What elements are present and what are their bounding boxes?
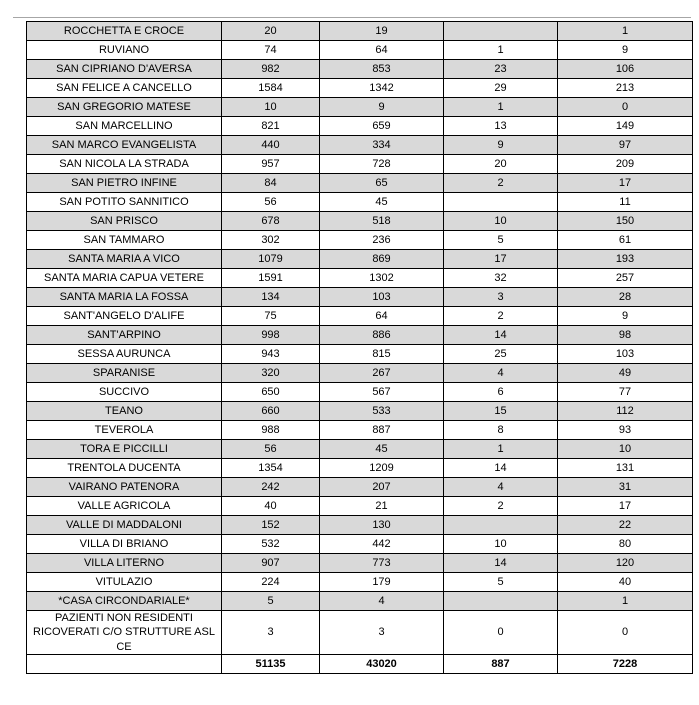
- table-row: [27, 654, 693, 673]
- value-cell-3: 14: [444, 459, 558, 478]
- municipality-name-cell: SAN POTITO SANNITICO: [27, 193, 222, 212]
- value-cell-2: 1302: [320, 269, 444, 288]
- value-cell-1: 907: [222, 554, 320, 573]
- municipality-name-cell: *CASA CIRCONDARIALE*: [27, 592, 222, 611]
- value-cell-3: 14: [444, 554, 558, 573]
- value-cell-3: 3: [444, 288, 558, 307]
- value-cell-3: 1: [444, 440, 558, 459]
- table-row: [27, 364, 693, 383]
- table-row: [27, 516, 693, 535]
- table-row: [27, 440, 693, 459]
- municipality-name-cell: SANTA MARIA LA FOSSA: [27, 288, 222, 307]
- table-row: [27, 611, 693, 655]
- value-cell-1: 982: [222, 60, 320, 79]
- value-cell-3: 20: [444, 155, 558, 174]
- value-cell-2: 236: [320, 231, 444, 250]
- table-row: [27, 288, 693, 307]
- value-cell-4: 257: [558, 269, 693, 288]
- table-row: [27, 535, 693, 554]
- value-cell-4: 131: [558, 459, 693, 478]
- value-cell-3: [444, 22, 558, 41]
- value-cell-2: 179: [320, 573, 444, 592]
- value-cell-2: 267: [320, 364, 444, 383]
- municipality-name-cell: TRENTOLA DUCENTA: [27, 459, 222, 478]
- value-cell-1: 134: [222, 288, 320, 307]
- value-cell-4: 149: [558, 117, 693, 136]
- value-cell-3: 2: [444, 307, 558, 326]
- value-cell-3: 15: [444, 402, 558, 421]
- value-cell-4: 22: [558, 516, 693, 535]
- value-cell-1: 51135: [222, 654, 320, 673]
- value-cell-2: 853: [320, 60, 444, 79]
- municipality-name-cell: SAN PIETRO INFINE: [27, 174, 222, 193]
- value-cell-3: 1: [444, 41, 558, 60]
- table-row: [27, 60, 693, 79]
- value-cell-3: 8: [444, 421, 558, 440]
- value-cell-4: 9: [558, 41, 693, 60]
- value-cell-3: [444, 193, 558, 212]
- table-row: [27, 307, 693, 326]
- value-cell-2: 130: [320, 516, 444, 535]
- table-row: [27, 231, 693, 250]
- table-row: [27, 212, 693, 231]
- value-cell-2: 4: [320, 592, 444, 611]
- value-cell-3: [444, 592, 558, 611]
- value-cell-4: 1: [558, 592, 693, 611]
- table-row: [27, 554, 693, 573]
- value-cell-3: 5: [444, 231, 558, 250]
- value-cell-4: 193: [558, 250, 693, 269]
- value-cell-1: 943: [222, 345, 320, 364]
- value-cell-1: 1354: [222, 459, 320, 478]
- municipality-name-cell: SANTA MARIA A VICO: [27, 250, 222, 269]
- value-cell-3: 14: [444, 326, 558, 345]
- table-row: [27, 459, 693, 478]
- municipality-name-cell: SANT'ARPINO: [27, 326, 222, 345]
- table-row: [27, 41, 693, 60]
- value-cell-3: 2: [444, 497, 558, 516]
- value-cell-1: 3: [222, 611, 320, 655]
- value-cell-2: 45: [320, 440, 444, 459]
- value-cell-2: 1342: [320, 79, 444, 98]
- value-cell-2: 65: [320, 174, 444, 193]
- table-row: [27, 573, 693, 592]
- value-cell-3: 1: [444, 98, 558, 117]
- table-row: [27, 98, 693, 117]
- value-cell-2: 19: [320, 22, 444, 41]
- municipality-name-cell: SANTA MARIA CAPUA VETERE: [27, 269, 222, 288]
- value-cell-3: 17: [444, 250, 558, 269]
- value-cell-3: 4: [444, 478, 558, 497]
- value-cell-2: 869: [320, 250, 444, 269]
- table-row: [27, 174, 693, 193]
- value-cell-4: 209: [558, 155, 693, 174]
- table-row: [27, 421, 693, 440]
- municipality-name-cell: VILLA LITERNO: [27, 554, 222, 573]
- value-cell-1: 532: [222, 535, 320, 554]
- value-cell-4: 61: [558, 231, 693, 250]
- table-row: [27, 117, 693, 136]
- municipality-name-cell: SAN MARCO EVANGELISTA: [27, 136, 222, 155]
- value-cell-2: 659: [320, 117, 444, 136]
- value-cell-4: 1: [558, 22, 693, 41]
- value-cell-2: 9: [320, 98, 444, 117]
- value-cell-4: 77: [558, 383, 693, 402]
- value-cell-4: 93: [558, 421, 693, 440]
- municipality-name-cell: SAN PRISCO: [27, 212, 222, 231]
- value-cell-3: 887: [444, 654, 558, 673]
- value-cell-1: 56: [222, 440, 320, 459]
- value-cell-2: 442: [320, 535, 444, 554]
- table-row: [27, 193, 693, 212]
- municipality-name-cell: SAN FELICE A CANCELLO: [27, 79, 222, 98]
- municipality-name-cell: VAIRANO PATENORA: [27, 478, 222, 497]
- value-cell-2: 64: [320, 41, 444, 60]
- municipality-name-cell: SAN TAMMARO: [27, 231, 222, 250]
- municipality-name-cell: SESSA AURUNCA: [27, 345, 222, 364]
- table-body: [27, 22, 693, 674]
- value-cell-3: 29: [444, 79, 558, 98]
- value-cell-2: 533: [320, 402, 444, 421]
- table-row: [27, 250, 693, 269]
- table-row: [27, 79, 693, 98]
- value-cell-4: 7228: [558, 654, 693, 673]
- value-cell-1: 440: [222, 136, 320, 155]
- municipality-name-cell: SANT'ANGELO D'ALIFE: [27, 307, 222, 326]
- value-cell-4: 80: [558, 535, 693, 554]
- value-cell-2: 3: [320, 611, 444, 655]
- municipality-name-cell: SAN MARCELLINO: [27, 117, 222, 136]
- table-row: [27, 383, 693, 402]
- value-cell-4: 10: [558, 440, 693, 459]
- value-cell-3: 0: [444, 611, 558, 655]
- value-cell-4: 103: [558, 345, 693, 364]
- municipality-name-cell: TEANO: [27, 402, 222, 421]
- value-cell-3: 13: [444, 117, 558, 136]
- value-cell-2: 887: [320, 421, 444, 440]
- municipality-name-cell: VALLE DI MADDALONI: [27, 516, 222, 535]
- value-cell-1: 320: [222, 364, 320, 383]
- value-cell-1: 998: [222, 326, 320, 345]
- municipality-data-table: [26, 21, 693, 674]
- value-cell-3: [444, 516, 558, 535]
- value-cell-2: 518: [320, 212, 444, 231]
- value-cell-1: 988: [222, 421, 320, 440]
- value-cell-4: 11: [558, 193, 693, 212]
- value-cell-4: 120: [558, 554, 693, 573]
- municipality-name-cell: SAN CIPRIANO D'AVERSA: [27, 60, 222, 79]
- value-cell-4: 17: [558, 174, 693, 193]
- value-cell-1: 40: [222, 497, 320, 516]
- value-cell-3: 9: [444, 136, 558, 155]
- value-cell-3: 4: [444, 364, 558, 383]
- value-cell-3: 25: [444, 345, 558, 364]
- table-row: [27, 402, 693, 421]
- value-cell-4: 49: [558, 364, 693, 383]
- value-cell-4: 213: [558, 79, 693, 98]
- municipality-name-cell: TEVEROLA: [27, 421, 222, 440]
- value-cell-2: 207: [320, 478, 444, 497]
- value-cell-2: 567: [320, 383, 444, 402]
- value-cell-1: 56: [222, 193, 320, 212]
- municipality-name-cell: ROCCHETTA E CROCE: [27, 22, 222, 41]
- table-row: [27, 345, 693, 364]
- value-cell-1: 660: [222, 402, 320, 421]
- value-cell-2: 64: [320, 307, 444, 326]
- municipality-name-cell: VALLE AGRICOLA: [27, 497, 222, 516]
- value-cell-1: 74: [222, 41, 320, 60]
- table-row: [27, 136, 693, 155]
- value-cell-4: 0: [558, 611, 693, 655]
- value-cell-4: 28: [558, 288, 693, 307]
- value-cell-1: 224: [222, 573, 320, 592]
- value-cell-4: 17: [558, 497, 693, 516]
- value-cell-1: 302: [222, 231, 320, 250]
- value-cell-3: 5: [444, 573, 558, 592]
- value-cell-3: 2: [444, 174, 558, 193]
- value-cell-4: 150: [558, 212, 693, 231]
- value-cell-2: 45: [320, 193, 444, 212]
- municipality-name-cell: VITULAZIO: [27, 573, 222, 592]
- value-cell-4: 0: [558, 98, 693, 117]
- value-cell-1: 75: [222, 307, 320, 326]
- table-row: [27, 155, 693, 174]
- value-cell-1: 650: [222, 383, 320, 402]
- value-cell-3: 10: [444, 212, 558, 231]
- value-cell-4: 40: [558, 573, 693, 592]
- municipality-name-cell: [27, 654, 222, 673]
- table-row: [27, 269, 693, 288]
- value-cell-1: 957: [222, 155, 320, 174]
- value-cell-2: 773: [320, 554, 444, 573]
- value-cell-4: 31: [558, 478, 693, 497]
- value-cell-1: 84: [222, 174, 320, 193]
- value-cell-4: 97: [558, 136, 693, 155]
- value-cell-1: 678: [222, 212, 320, 231]
- table-row: [27, 592, 693, 611]
- value-cell-2: 815: [320, 345, 444, 364]
- value-cell-1: 20: [222, 22, 320, 41]
- table-row: [27, 326, 693, 345]
- value-cell-3: 6: [444, 383, 558, 402]
- cropped-row-border: [13, 17, 691, 18]
- municipality-name-cell: VILLA DI BRIANO: [27, 535, 222, 554]
- value-cell-4: 9: [558, 307, 693, 326]
- value-cell-2: 43020: [320, 654, 444, 673]
- municipality-name-cell: RUVIANO: [27, 41, 222, 60]
- value-cell-4: 98: [558, 326, 693, 345]
- value-cell-3: 10: [444, 535, 558, 554]
- value-cell-2: 1209: [320, 459, 444, 478]
- value-cell-1: 1079: [222, 250, 320, 269]
- value-cell-2: 728: [320, 155, 444, 174]
- municipality-name-cell: SUCCIVO: [27, 383, 222, 402]
- value-cell-2: 103: [320, 288, 444, 307]
- municipality-name-cell: SAN NICOLA LA STRADA: [27, 155, 222, 174]
- municipality-name-cell: SPARANISE: [27, 364, 222, 383]
- value-cell-1: 10: [222, 98, 320, 117]
- value-cell-1: 152: [222, 516, 320, 535]
- table-row: [27, 497, 693, 516]
- value-cell-1: 242: [222, 478, 320, 497]
- value-cell-1: 1584: [222, 79, 320, 98]
- value-cell-4: 112: [558, 402, 693, 421]
- value-cell-1: 1591: [222, 269, 320, 288]
- value-cell-1: 5: [222, 592, 320, 611]
- municipality-name-cell: SAN GREGORIO MATESE: [27, 98, 222, 117]
- value-cell-1: 821: [222, 117, 320, 136]
- value-cell-2: 886: [320, 326, 444, 345]
- table-row: [27, 478, 693, 497]
- municipality-name-cell: PAZIENTI NON RESIDENTI RICOVERATI C/O STRUTTURE ASL CE: [27, 611, 222, 655]
- table-row: [27, 22, 693, 41]
- value-cell-2: 334: [320, 136, 444, 155]
- municipality-name-cell: TORA E PICCILLI: [27, 440, 222, 459]
- value-cell-4: 106: [558, 60, 693, 79]
- value-cell-3: 32: [444, 269, 558, 288]
- value-cell-2: 21: [320, 497, 444, 516]
- value-cell-3: 23: [444, 60, 558, 79]
